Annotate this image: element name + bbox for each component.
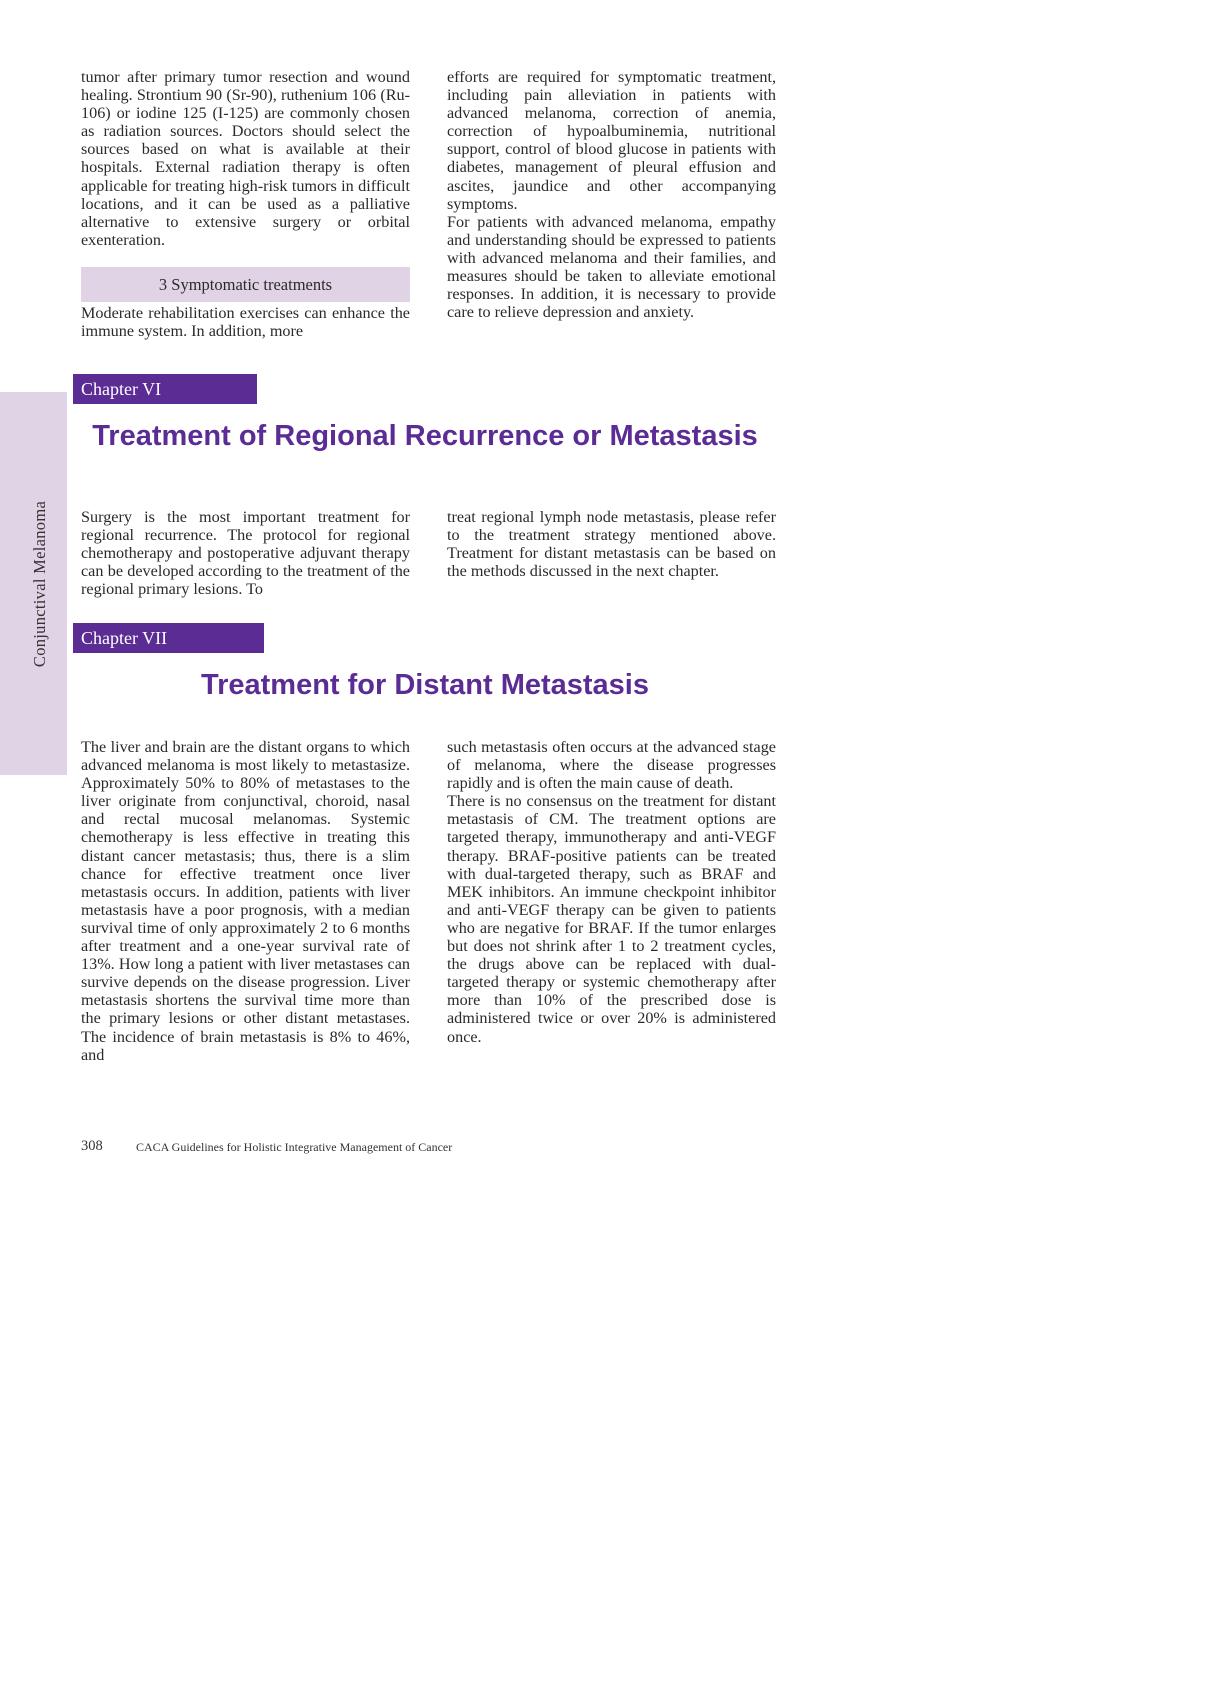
section-heading: 3 Symptomatic treatments <box>81 267 410 302</box>
chapter7-right-column <box>447 738 776 1046</box>
chapter7-left-column <box>81 738 410 1064</box>
chapter-title: Treatment of Regional Recurrence or Metastasis <box>92 420 758 452</box>
paragraph: For patients with advanced melanoma, empathy and understanding should be expressed to patients with advanced melanoma and their families, and measures should be taken to alleviate emotional responses. In addition, it is necessary to provide care to relieve depression and anxiety. <box>447 212 776 322</box>
top-right-column <box>447 68 776 321</box>
chapter6-right-column <box>447 508 776 580</box>
paragraph: efforts are required for symptomatic treatment, including pain alleviation in patients with advanced melanoma, correction of anemia, correction of hypoalbuminemia, nutritional support, control of blood glucose in patients with diabetes, management of pleural effusion and ascites, jaundice and other accompanying symptoms. <box>447 68 776 213</box>
paragraph: Surgery is the most important treatment for regional recurrence. The protocol for regional chemotherapy and postoperative adjuvant therapy can be developed according to the treatment of the regional primary lesions. To <box>81 508 410 599</box>
top-left-column <box>81 68 410 249</box>
paragraph: tumor after primary tumor resection and wound healing. Strontium 90 (Sr-90), ruthenium 106 (Ru-106) or iodine 125 (I-125) are commonly chosen as radiation sources. Doctors should select the sources based on what is available at their hospitals. External radiation therapy is often applicable for treating high-risk tumors in difficult locations, and it can be used as a palliative alternative to extensive surgery or orbital exenteration. <box>81 68 410 249</box>
chapter-tag: Chapter VI <box>73 374 257 404</box>
paragraph: Moderate rehabilitation exercises can enhance the immune system. In addition, more <box>81 304 410 341</box>
top-left-column-continued <box>81 304 410 340</box>
chapter6-left-column <box>81 508 410 598</box>
book-title: CACA Guidelines for Holistic Integrative Management of Cancer <box>136 1140 453 1154</box>
chapter-title: Treatment for Distant Metastasis <box>200 669 649 701</box>
paragraph: treat regional lymph node metastasis, please refer to the treatment strategy mentioned above. Treatment for distant metastasis can be based on the methods discussed in the next chapter. <box>447 508 776 581</box>
paragraph: The liver and brain are the distant organs to which advanced melanoma is most likely to metastasize. Approximately 50% to 80% of metastases to the liver originate from conjunctival, choroid, nasal and rectal mucosal melanomas. Systemic chemotherapy is less effective in treating this distant cancer metastasis; thus, there is a slim chance for effective treatment once liver metastasis occurs. In addition, patients with liver metastasis have a poor prognosis, with a median survival time of only approximately 2 to 6 months after treatment and a one-year survival rate of 13%. How long a patient with liver metastases can survive depends on the disease progression. Liver metastasis shortens the survival time more than the primary lesions or other distant metastases. The incidence of brain metastasis is 8% to 46%, and <box>81 738 410 1064</box>
page-number: 308 <box>81 1138 103 1154</box>
chapter-tag: Chapter VII <box>73 623 264 653</box>
paragraph: such metastasis often occurs at the advanced stage of melanoma, where the disease progresses rapidly and is often the main cause of death. <box>447 738 776 793</box>
side-tab-label: Conjunctival Melanoma <box>30 500 49 668</box>
page-footer <box>81 1138 453 1155</box>
paragraph: There is no consensus on the treatment for distant metastasis of CM. The treatment options are targeted therapy, immunotherapy and anti-VEGF therapy. BRAF-positive patients can be treated with dual-targeted therapy, such as BRAF and MEK inhibitors. An immune checkpoint inhibitor and anti-VEGF therapy can be given to patients who are negative for BRAF. If the tumor enlarges but does not shrink after 1 to 2 treatment cycles, the drugs above can be replaced with dual-targeted therapy or systemic chemotherapy after more than 10% of the prescribed dose is administered twice or over 20% is administered once. <box>447 792 776 1046</box>
